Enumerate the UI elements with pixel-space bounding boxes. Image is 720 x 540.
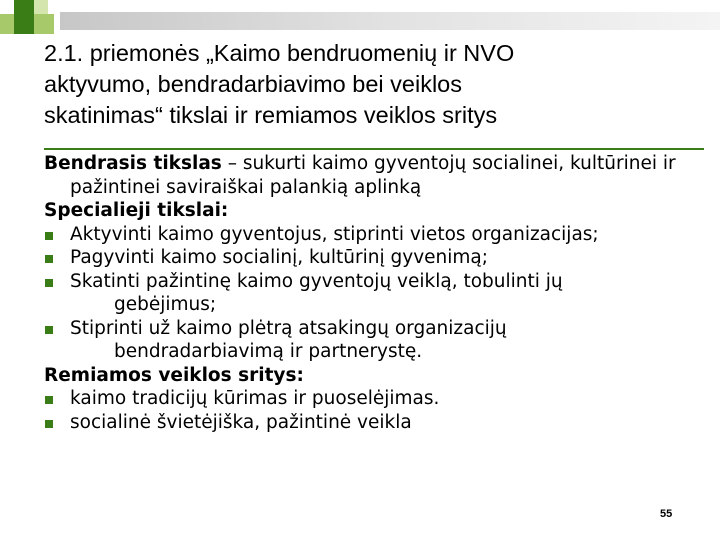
- bullet-square-icon: [45, 420, 53, 428]
- slide-title: [44, 38, 704, 131]
- bullet-square-icon: [45, 255, 53, 263]
- decor-square-pale: [34, 0, 48, 14]
- specific-goal-item: [44, 246, 694, 270]
- slide-body: [44, 152, 694, 434]
- area-text: socialinė švietėjiška, pažintinė veikla: [70, 411, 412, 433]
- specific-goal-text: Pagyvinti kaimo socialinį, kultūrinį gyvenimą;: [70, 247, 488, 268]
- page-number: 55: [660, 508, 673, 520]
- title-line-3: skatinimas“ tikslai ir remiamos veiklos sritys: [44, 102, 498, 128]
- bullet-square-icon: [45, 232, 53, 240]
- areas-heading: [44, 364, 694, 388]
- specific-goal-item: [44, 270, 694, 317]
- specific-goal-item: [44, 317, 694, 364]
- title-line-2: aktyvumo, bendradarbiavimo bei veiklos: [44, 71, 462, 97]
- specific-goal-text: Stiprinti už kaimo plėtrą atsakingų organizacijų bendradarbiavimą ir partnerystę.: [70, 317, 507, 362]
- area-item: [44, 387, 694, 411]
- specific-goals-label: Specialieji tikslai:: [44, 200, 229, 221]
- decor-square-dark: [14, 0, 34, 14]
- general-goal-label: Bendrasis tikslas: [44, 153, 222, 174]
- specific-goals-heading: [44, 199, 694, 223]
- specific-goal-text: Aktyvinti kaimo gyventojus, stiprinti vietos organizacijas;: [70, 223, 599, 245]
- bullet-square-icon: [45, 326, 53, 334]
- areas-label: Remiamos veiklos sritys:: [44, 364, 304, 386]
- bullet-square-icon: [45, 279, 53, 287]
- specific-goal-text: Skatinti pažintinę kaimo gyventojų veiklą, tobulinti jų gebėjimus;: [70, 270, 563, 315]
- specific-goal-item: [44, 223, 694, 247]
- bullet-square-icon: [45, 396, 53, 404]
- decor-square-light: [0, 14, 14, 34]
- decor-square-dark-2: [14, 14, 34, 34]
- area-text: kaimo tradicijų kūrimas ir puoselėjimas.: [70, 388, 440, 409]
- decor-square-light-2: [34, 14, 54, 34]
- area-item: [44, 411, 694, 435]
- title-divider: [44, 148, 704, 150]
- general-goal: [44, 152, 694, 199]
- title-line-1: 2.1. priemonės „Kaimo bendruomenių ir NVO: [44, 40, 515, 66]
- header-bar: [60, 12, 720, 30]
- general-goal-text: – sukurti kaimo gyventojų socialinei, kultūrinei ir pažintinei saviraiškai palankią aplinką: [70, 153, 676, 198]
